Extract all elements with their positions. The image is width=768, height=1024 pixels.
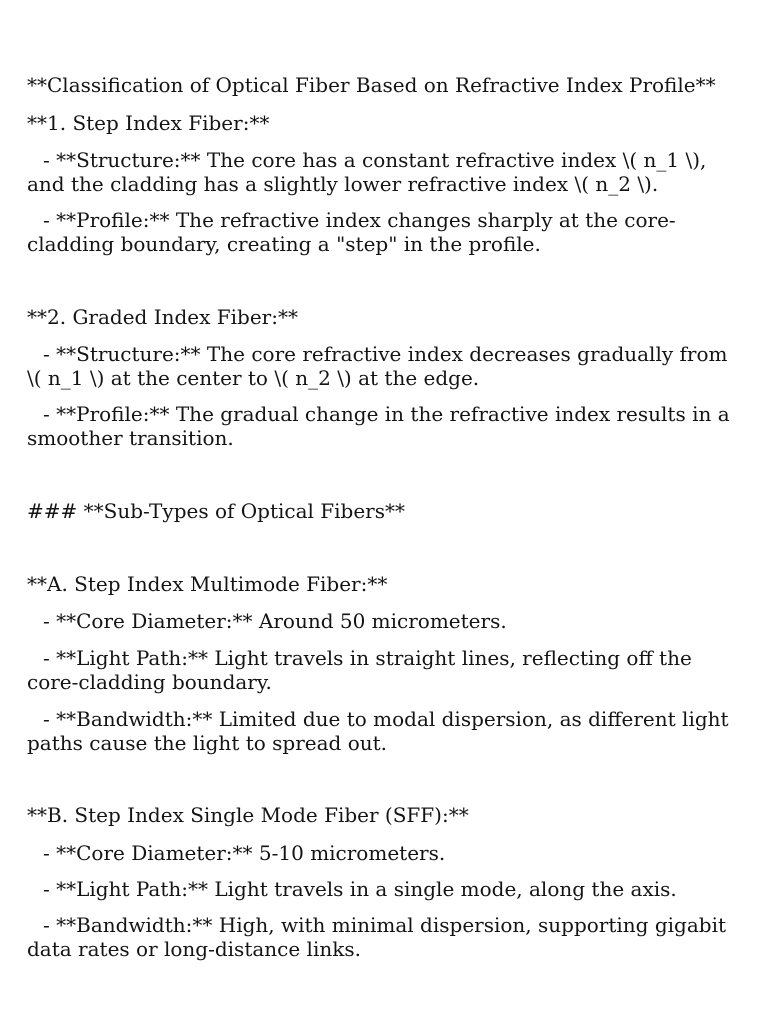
- graded-index-heading: **2. Graded Index Fiber:**: [27, 305, 298, 329]
- step-multimode-light-path: - **Light Path:** Light travels in straight lines, reflecting off the core-cladding boundary.: [27, 646, 692, 694]
- step-index-heading: **1. Step Index Fiber:**: [27, 111, 270, 135]
- step-single-mode-bandwidth: - **Bandwidth:** High, with minimal dispersion, supporting gigabit data rates or long-distance links.: [27, 913, 727, 961]
- step-index-structure: - **Structure:** The core has a constant refractive index \( n_1 \), and the cladding has a slightly lower refractive index \( n_2 \).: [27, 148, 707, 196]
- step-multimode-heading: **A. Step Index Multimode Fiber:**: [27, 572, 388, 596]
- step-single-mode-light-path: - **Light Path:** Light travels in a single mode, along the axis.: [43, 877, 677, 901]
- step-single-mode-heading: **B. Step Index Single Mode Fiber (SFF):**: [27, 803, 469, 827]
- step-multimode-core: - **Core Diameter:** Around 50 micrometers.: [43, 609, 507, 633]
- graded-index-structure: - **Structure:** The core refractive index decreases gradually from \( n_1 \) at the center to \( n_2 \) at the edge.: [27, 342, 728, 390]
- step-multimode-bandwidth: - **Bandwidth:** Limited due to modal dispersion, as different light paths cause the light to spread out.: [27, 707, 729, 755]
- document-title: **Classification of Optical Fiber Based on Refractive Index Profile**: [27, 73, 716, 97]
- graded-index-profile: - **Profile:** The gradual change in the refractive index results in a smoother transition.: [27, 402, 730, 450]
- step-single-mode-core: - **Core Diameter:** 5-10 micrometers.: [43, 841, 446, 865]
- subtypes-heading: ### **Sub-Types of Optical Fibers**: [27, 499, 406, 523]
- step-index-profile: - **Profile:** The refractive index changes sharply at the core-cladding boundary, creating a "step" in the profile.: [27, 208, 676, 256]
